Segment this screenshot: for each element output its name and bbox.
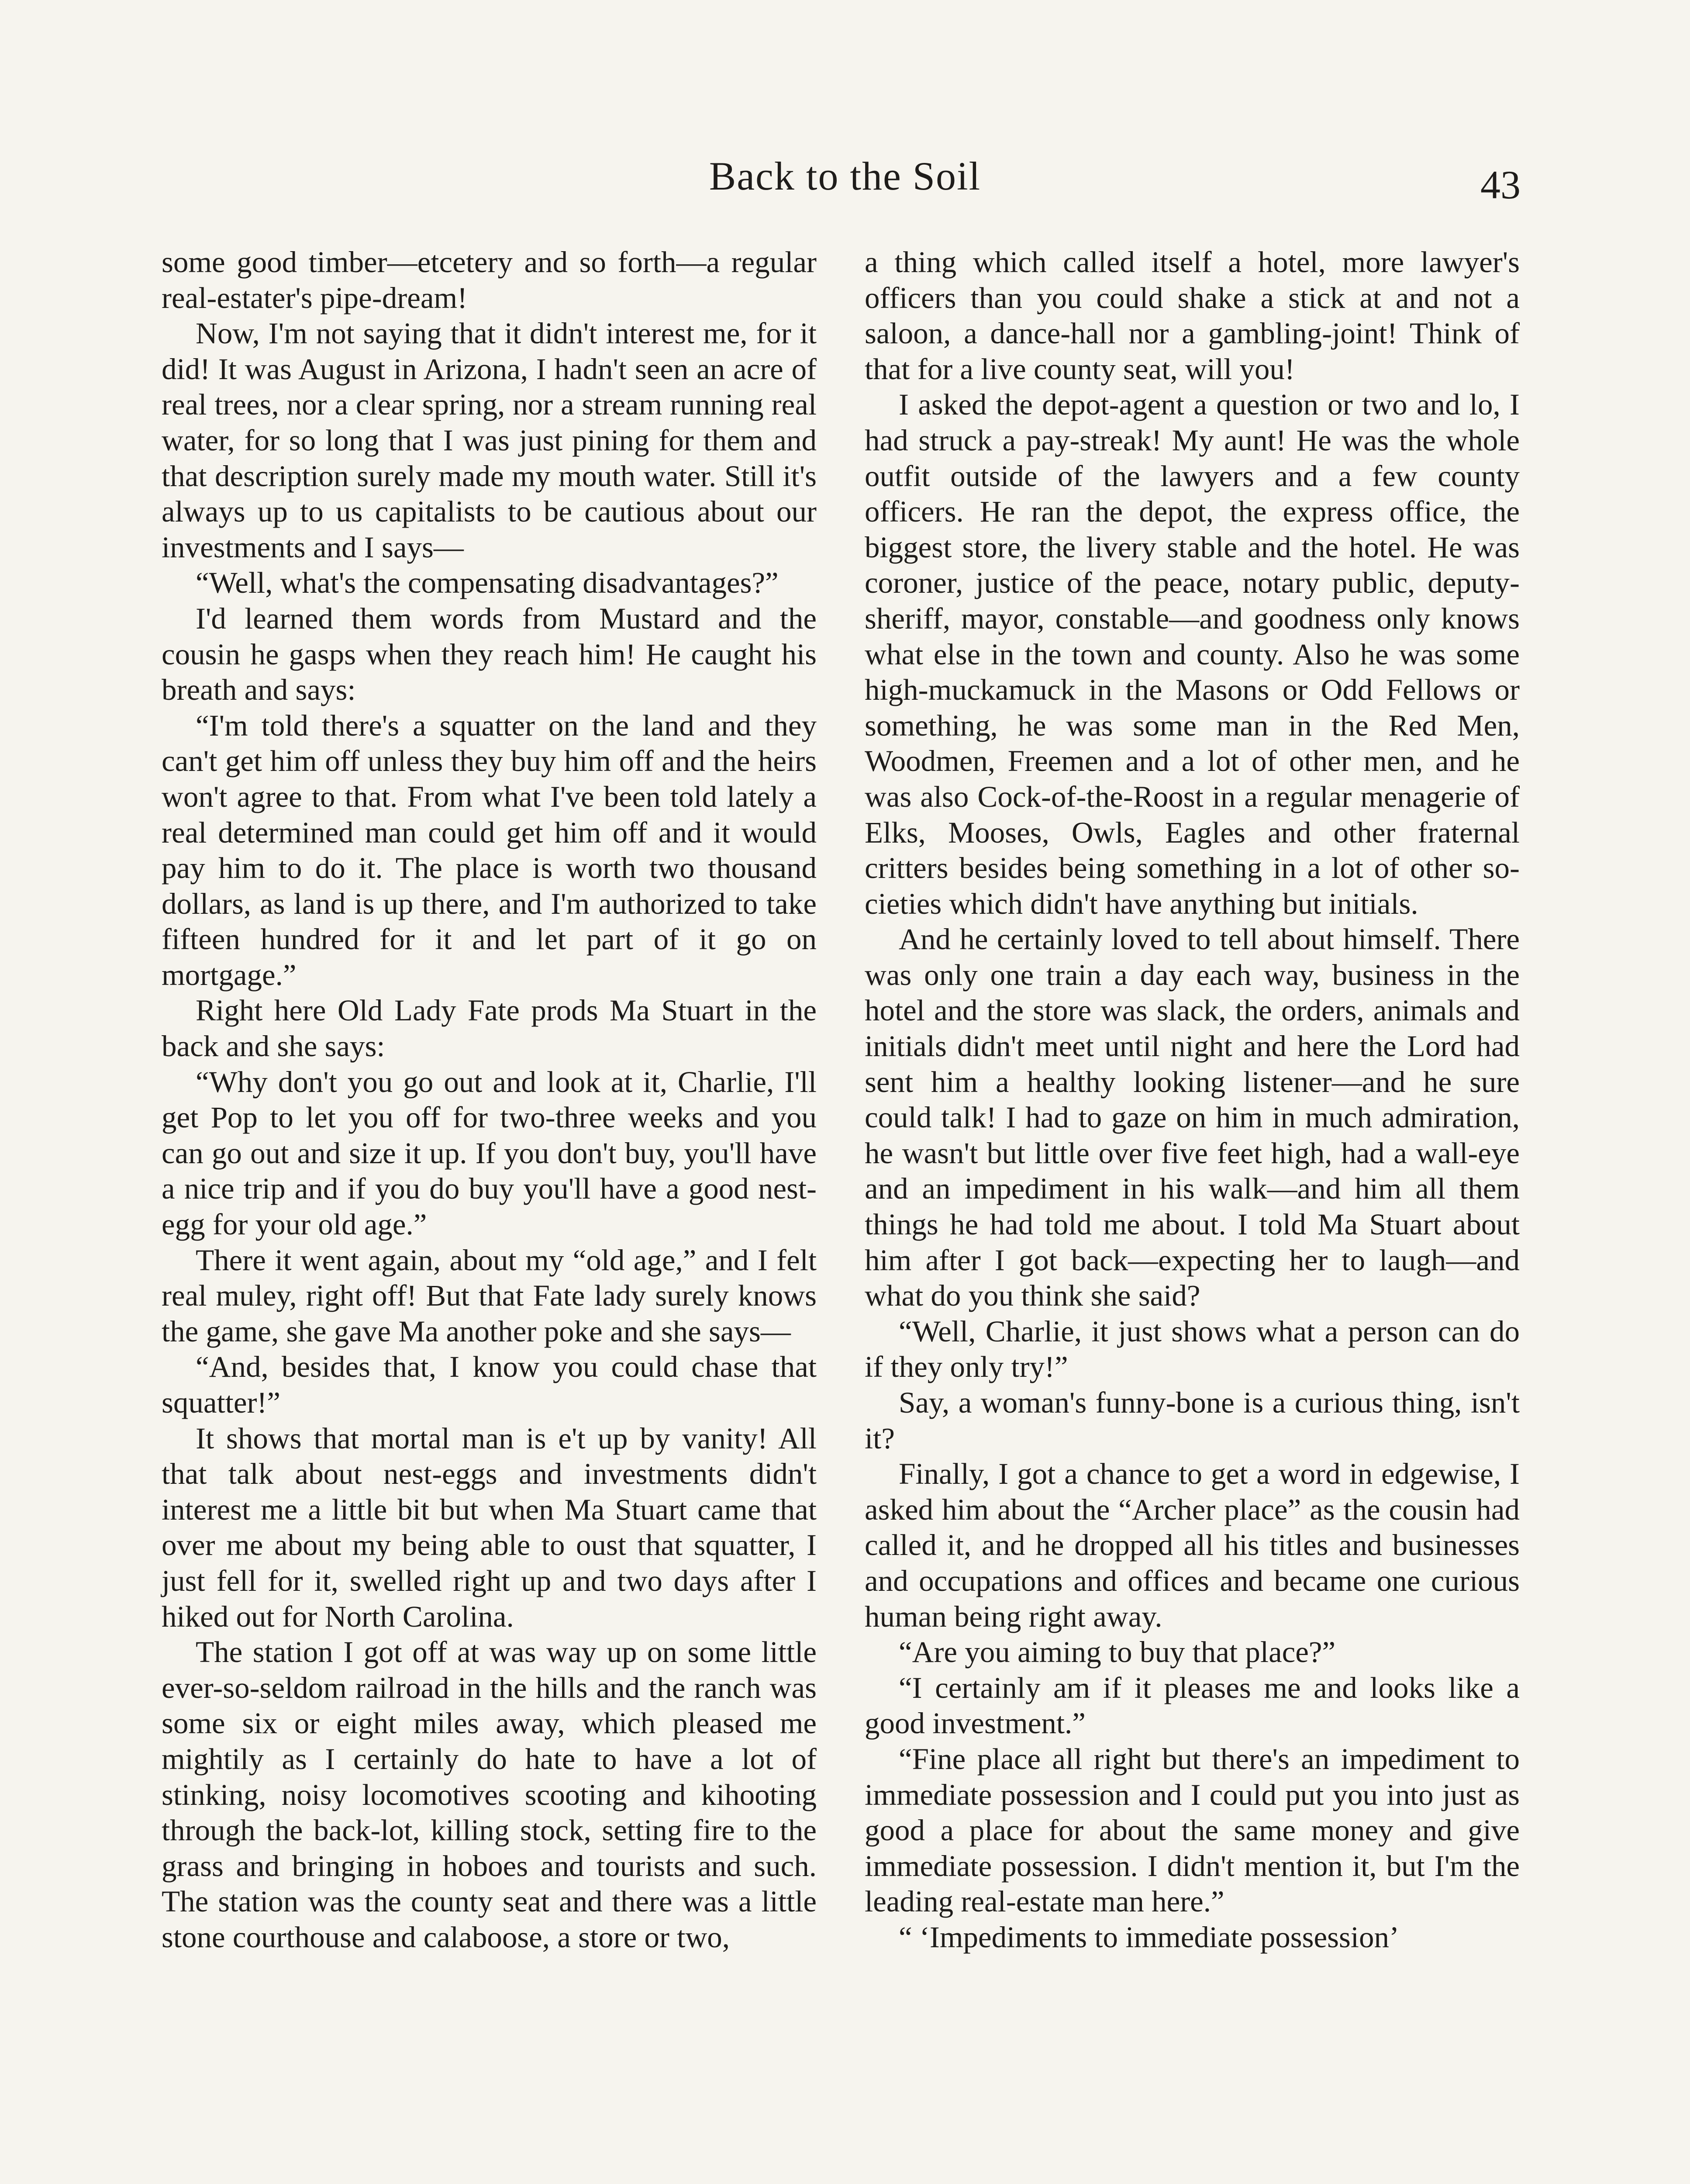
paragraph: “Well, Charlie, it just shows what a person can do if they only try!”	[865, 1314, 1520, 1384]
paragraph: “Fine place all right but there's an impediment to immediate possession and I could put you into just as good a place for about the same money and give immediate possession. I didn't mention it, but I'm the leading real-estate man here.”	[865, 1742, 1520, 1918]
paragraph: “ ‘Impediments to immediate possession’	[899, 1920, 1399, 1954]
paragraph: I'd learned them words from Mustard and the cousin he gasps when they reach him! He caught his breath and says:	[162, 601, 817, 707]
paragraph: Now, I'm not saying that it didn't interest me, for it did! It was August in Arizona, I hadn't seen an acre of real trees, nor a clear spring, nor a stream running real water, for so long that I was just pining for them and that description surely made my mouth water. Still it's always up to us capitalists to be cautious about our investments and I says—	[162, 317, 817, 564]
paragraph: “I'm told there's a squatter on the land and they can't get him off unless they buy him off and the heirs won't agree to that. From what I've been told lately a real determined man could get him off and it would pay him to do it. The place is worth two thousand dollars, as land is up there, and I'm authorized to take fifteen hundred for it and let part of it go on mortgage.”	[162, 708, 817, 992]
page-number: 43	[1480, 162, 1521, 207]
paragraph: Finally, I got a chance to get a word in edgewise, I asked him about the “Archer place” as the cousin had called it, and he dropped all his titles and businesses and occupations and offices and became one curious human being right away.	[865, 1457, 1520, 1633]
page-header	[0, 153, 1690, 205]
paragraph: Say, a woman's funny-bone is a curious thing, isn't it?	[865, 1386, 1520, 1455]
paragraph: some good timber—etcetery and so forth—a regular real-estater's pipe-dream!	[162, 245, 817, 314]
paragraph: The station I got off at was way up on some little ever-so-seldom railroad in the hills and the ranch was some six or eight miles away, which pleased me mightily as I certainly do hate to have a lot of stinking, noisy locomotives scooting and kihooting through the back-lot, killing stock, setting fire to the grass and bringing in hoboes and tourists and such. The station was the county seat and there was a little stone courthouse and calaboose, a store or two,	[162, 1635, 817, 1954]
paragraph: Right here Old Lady Fate prods Ma Stuart in the back and she says:	[162, 994, 817, 1063]
paragraph: “Well, what's the compensating disadvantages?”	[196, 566, 779, 600]
paragraph: It shows that mortal man is e't up by vanity! All that talk about nest-eggs and investments didn't interest me a little bit but when Ma Stuart came that over me about my being able to oust that squatter, I just fell for it, swelled right up and two days after I hiked out for North Carolina.	[162, 1421, 817, 1633]
running-head: Back to the Soil	[709, 154, 981, 198]
paragraph: “Why don't you go out and look at it, Charlie, I'll get Pop to let you off for two-three weeks and you can go out and size it up. If you don't buy, you'll have a nice trip and if you do buy you'll have a good nest-egg for your old age.”	[162, 1065, 817, 1241]
paragraph: “Are you aiming to buy that place?”	[899, 1635, 1336, 1669]
left-column	[162, 245, 817, 1956]
right-column	[865, 245, 1520, 1956]
paragraph: There it went again, about my “old age,” and I felt real muley, right off! But that Fate lady surely knows the game, she gave Ma another poke and she says—	[162, 1243, 817, 1348]
paragraph: “And, besides that, I know you could chase that squatter!”	[162, 1350, 817, 1419]
paragraph: And he certainly loved to tell about himself. There was only one train a day each way, business in the hotel and the store was slack, the orders, animals and initials didn't meet until night and here the Lord had sent him a healthy looking listener—and he sure could talk! I had to gaze on him in much admiration, he wasn't but little over five feet high, had a wall-eye and an impediment in his walk—and him all them things he had told me about. I told Ma Stuart about him after I got back—expecting her to laugh—and what do you think she said?	[865, 923, 1520, 1313]
paragraph: I asked the depot-agent a question or two and lo, I had struck a pay-streak! My aunt! He was the whole outfit outside of the lawyers and a few county officers. He ran the depot, the express office, the biggest store, the livery stable and the hotel. He was coroner, justice of the peace, notary public, deputy-sheriff, mayor, constable—and goodness only knows what else in the town and county. Also he was some high-muckamuck in the Masons or Odd Fellows or something, he was some man in the Red Men, Woodmen, Freemen and a lot of other men, and he was also Cock-of-the-Roost in a regular menagerie of Elks, Mooses, Owls, Eagles and other fraternal critters besides being something in a lot of other societies which didn't have anything but initials.	[865, 388, 1520, 920]
paragraph: “I certainly am if it pleases me and looks like a good investment.”	[865, 1671, 1520, 1740]
paragraph: a thing which called itself a hotel, more lawyer's officers than you could shake a stick at and not a saloon, a dance-hall nor a gambling-joint! Think of that for a live county seat, will you!	[865, 245, 1520, 386]
